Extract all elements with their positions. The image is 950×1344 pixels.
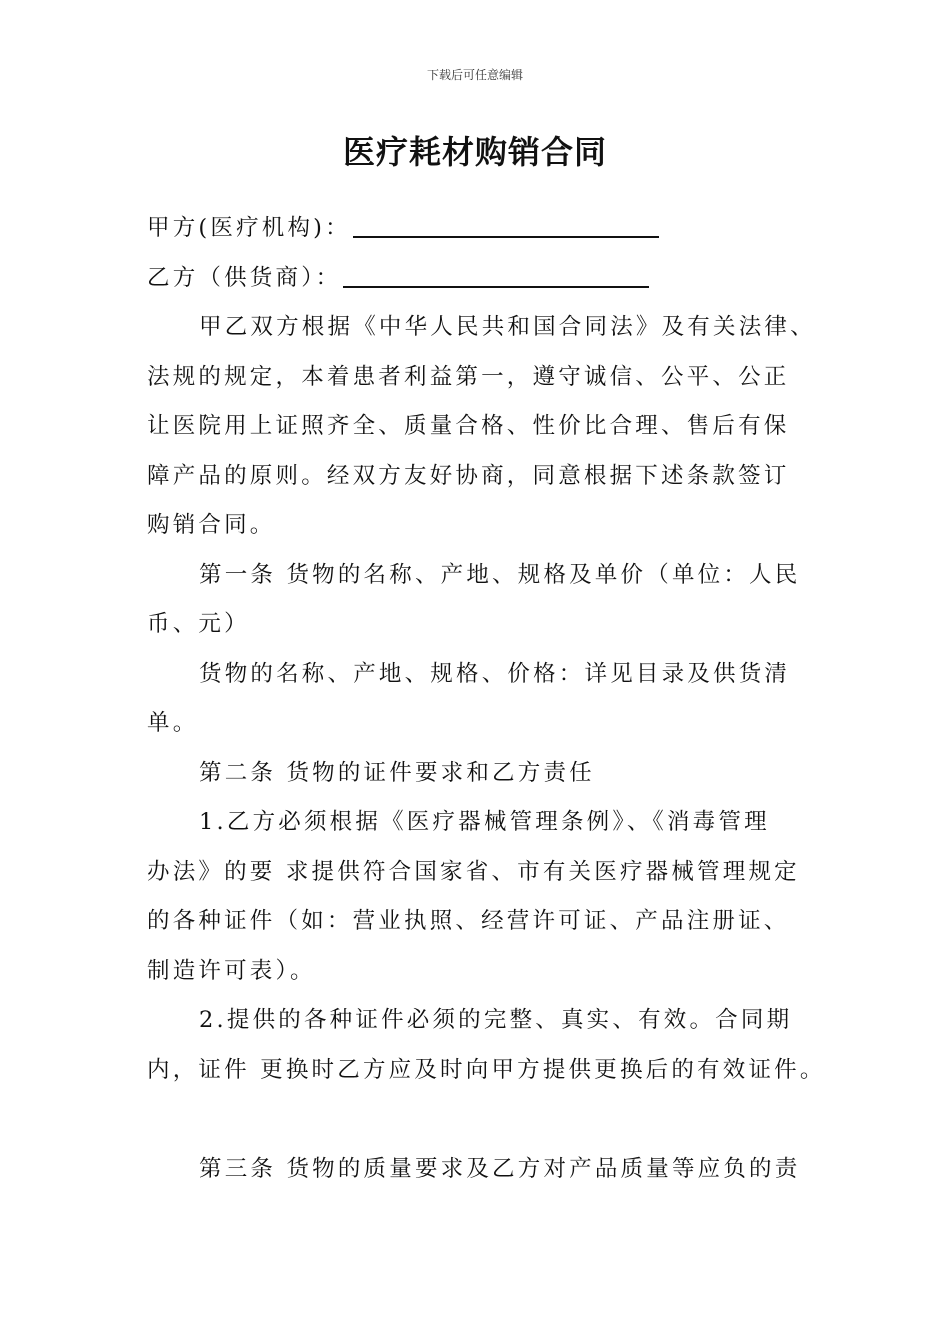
- party-a-field: [147, 204, 817, 254]
- party-b-field: [147, 254, 817, 304]
- paragraph-line: 制造许可表）。: [147, 957, 316, 984]
- paragraph-line: 障产品的原则。经双方友好协商，同意根据下述条款签订: [147, 462, 790, 489]
- paragraph-line: 货物的名称、产地、规格、价格：详见目录及供货清: [199, 660, 791, 687]
- party-b-label: 乙方（供货商）：: [147, 264, 342, 291]
- party-a-blank: [353, 204, 659, 238]
- paragraph-line: 的各种证件（如：营业执照、经营许可证、产品注册证、: [147, 908, 790, 934]
- paragraph-line: 内，证件 更换时乙方应及时向甲方提供更换后的有效证件。: [147, 1056, 826, 1083]
- paragraph-line: 法规的规定，本着患者利益第一，遵守诚信、公平、公正: [147, 363, 790, 390]
- paragraph-line: 单。: [147, 710, 199, 736]
- article-heading: 第二条 货物的证件要求和乙方责任: [199, 759, 595, 786]
- paragraph-line: 购销合同。: [147, 512, 276, 538]
- paragraph-line: 办法》的要 求提供符合国家省、市有关医疗器械管理规定: [147, 858, 800, 885]
- header-note: 下载后可任意编辑: [426, 68, 523, 82]
- empty-line: [147, 1095, 817, 1145]
- document-title: 医疗耗材购销合同: [342, 133, 607, 171]
- article-heading: 第一条 货物的名称、产地、规格及单价（单位：人民: [199, 561, 801, 588]
- paragraph-line: 币、元）: [147, 611, 250, 637]
- party-b-blank: [343, 254, 649, 288]
- list-item: 1.乙方必须根据《医疗器械管理条例》、《消毒管理: [199, 809, 770, 835]
- list-item: 2.提供的各种证件必须的完整、真实、有效。合同期: [199, 1007, 793, 1033]
- paragraph-line: 甲乙双方根据《中华人民共和国合同法》及有关法律、: [199, 314, 816, 340]
- paragraph-line: 让医院用上证照齐全、质量合格、性价比合理、售后有保: [147, 413, 790, 439]
- document-body: [147, 204, 826, 1194]
- article-heading: 第三条 货物的质量要求及乙方对产品质量等应负的责: [199, 1155, 801, 1182]
- party-a-label: 甲方(医疗机构)：: [147, 215, 351, 241]
